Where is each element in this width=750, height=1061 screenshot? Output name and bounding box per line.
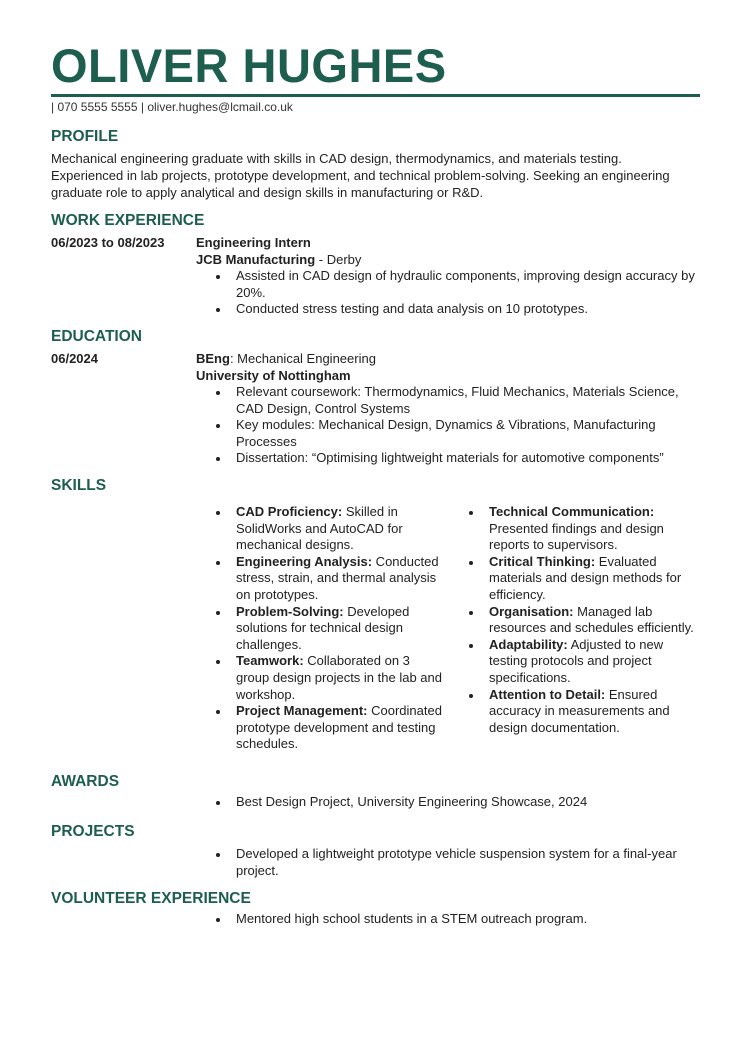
- section-title-profile: PROFILE: [51, 128, 119, 145]
- list-item: Key modules: Mechanical Design, Dynamics & Vibrations, Manufacturing Processes: [196, 417, 704, 450]
- education-field: : Mechanical Engineering: [229, 351, 376, 366]
- list-item: Relevant coursework: Thermodynamics, Fluid Mechanics, Materials Science, CAD Design, Control Systems: [196, 384, 704, 417]
- work-role: Engineering Intern: [196, 235, 311, 250]
- projects-list: [196, 846, 686, 879]
- awards-list: [196, 794, 686, 811]
- skill-item: Problem-Solving: Developed solutions for technical design challenges.: [196, 604, 446, 654]
- work-company-line: [196, 251, 700, 268]
- contact-line: | 070 5555 5555 | oliver.hughes@lcmail.co.uk: [51, 100, 293, 114]
- work-date: 06/2023 to 08/2023: [51, 235, 165, 250]
- candidate-name: OLIVER HUGHES: [51, 39, 447, 92]
- header-divider: [51, 94, 700, 97]
- list-item: Dissertation: “Optimising lightweight materials for automotive components”: [196, 450, 704, 467]
- work-entry: [51, 234, 700, 318]
- list-item: Best Design Project, University Engineering Showcase, 2024: [196, 794, 686, 811]
- section-title-projects: PROJECTS: [51, 823, 135, 840]
- skill-item: Organisation: Managed lab resources and schedules efficiently.: [449, 604, 700, 637]
- skills-section: [51, 476, 700, 766]
- skills-column-left: [196, 504, 446, 753]
- section-title-education: EDUCATION: [51, 328, 142, 345]
- profile-section: [51, 127, 700, 201]
- education-institution: University of Nottingham: [196, 368, 351, 383]
- skill-item: Project Management: Coordinated prototype development and testing schedules.: [196, 703, 446, 753]
- list-item: Conducted stress testing and data analysis on 10 prototypes.: [196, 301, 696, 318]
- list-item: Mentored high school students in a STEM outreach program.: [196, 911, 686, 928]
- skills-list-right: [449, 504, 700, 736]
- list-item: Developed a lightweight prototype vehicle suspension system for a final-year project.: [196, 846, 686, 879]
- skill-item: Adaptability: Adjusted to new testing protocols and project specifications.: [449, 637, 700, 687]
- skill-item: CAD Proficiency: Skilled in SolidWorks and AutoCAD for mechanical designs.: [196, 504, 446, 554]
- work-company: JCB Manufacturing: [196, 252, 316, 267]
- skill-item: Teamwork: Collaborated on 3 group design projects in the lab and workshop.: [196, 653, 446, 703]
- skill-item: Attention to Detail: Ensured accuracy in measurements and design documentation.: [449, 687, 700, 737]
- education-date: 06/2024: [51, 351, 98, 366]
- list-item: Assisted in CAD design of hydraulic components, improving design accuracy by 20%.: [196, 268, 696, 301]
- section-title-volunteer: VOLUNTEER EXPERIENCE: [51, 890, 251, 907]
- profile-summary: Mechanical engineering graduate with skills in CAD design, thermodynamics, and materials testing. Experienced in lab projects, prototype development, and technical problem-solving. Seeking an engineering graduate role to apply analytical and design skills in manufacturing or R&D.: [51, 151, 670, 200]
- skill-item: Critical Thinking: Evaluated materials and design methods for efficiency.: [449, 554, 700, 604]
- projects-section: [51, 822, 700, 879]
- work-experience-section: [51, 211, 700, 318]
- education-bullets: [196, 384, 704, 467]
- section-title-skills: SKILLS: [51, 477, 107, 494]
- section-title-work: WORK EXPERIENCE: [51, 212, 205, 229]
- education-section: [51, 327, 700, 467]
- section-title-awards: AWARDS: [51, 773, 120, 790]
- work-bullets: [196, 268, 696, 318]
- skills-list-left: [196, 504, 446, 753]
- education-entry: [51, 350, 700, 467]
- awards-section: [51, 772, 700, 811]
- education-degree-line: [196, 350, 700, 367]
- volunteer-section: [51, 889, 700, 928]
- skill-item: Engineering Analysis: Conducted stress, strain, and thermal analysis on prototypes.: [196, 554, 446, 604]
- skills-column-right: [449, 504, 700, 736]
- volunteer-list: [196, 911, 686, 928]
- work-location: - Derby: [315, 252, 362, 267]
- skill-item: Technical Communication: Presented findings and design reports to supervisors.: [449, 504, 700, 554]
- education-degree: BEng: [196, 351, 230, 366]
